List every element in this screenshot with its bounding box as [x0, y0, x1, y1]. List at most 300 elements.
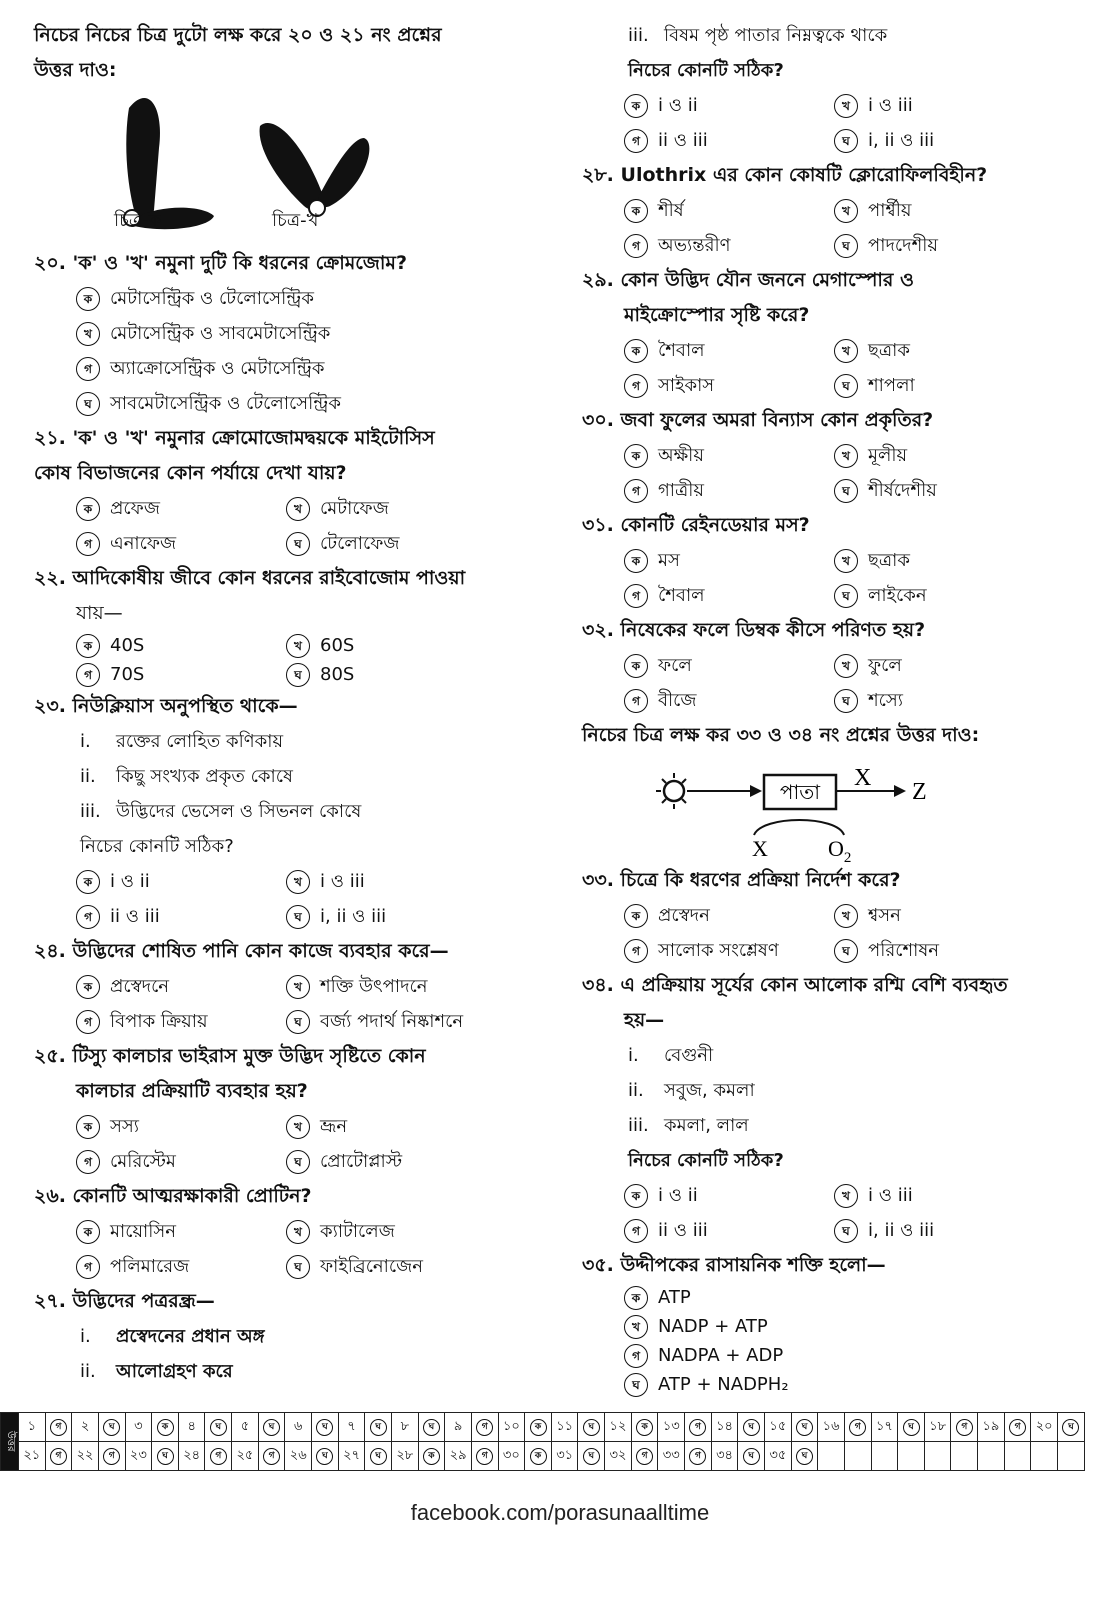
option-text: বর্জ্য পদার্থ নিষ্কাশনে: [320, 1011, 464, 1032]
option-text: পরিশোষন: [868, 940, 940, 961]
answer-key-answer: [1057, 1413, 1084, 1442]
answer-marker: ঘ: [1062, 1419, 1079, 1436]
option-marker: ঘ: [834, 584, 858, 608]
option-text: 60S: [320, 635, 355, 656]
answer-key-answer: [1057, 1442, 1084, 1471]
answer-key-row: [1, 1413, 1085, 1442]
statement: [582, 1038, 1082, 1073]
option-text: গাত্রীয়: [658, 480, 704, 501]
answer-key-number: [924, 1442, 951, 1471]
question-29-options: [582, 333, 1082, 403]
option-text: ii ও iii: [658, 130, 708, 151]
option-text: ATP: [658, 1287, 691, 1308]
answer-key-number: ১৭: [871, 1413, 898, 1442]
option-text: সস্য: [110, 1116, 140, 1137]
option[interactable]: [76, 1249, 286, 1284]
answer-key-number: ২৩: [125, 1442, 152, 1471]
option-marker: গ: [624, 234, 648, 258]
option-marker: গ: [76, 1255, 100, 1279]
option[interactable]: [624, 228, 834, 263]
option-marker: ঘ: [624, 1373, 648, 1397]
answer-marker: গ: [689, 1448, 706, 1465]
option[interactable]: [286, 491, 496, 526]
statement: [582, 18, 1082, 53]
statement-numeral: i.: [80, 1326, 91, 1347]
option-marker: খ: [286, 870, 310, 894]
answer-key-number: ২৮: [392, 1442, 419, 1471]
answer-key-answer: [685, 1442, 712, 1471]
footer-url: facebook.com/porasunaalltime: [410, 1500, 710, 1525]
question-25-line-2: কালচার প্রক্রিয়াটি ব্যবহার হয়?: [76, 1080, 308, 1102]
question-32: ৩২. নিষেকের ফলে ডিম্বক কীসে পরিণত হয়?: [582, 619, 926, 641]
option[interactable]: [834, 683, 1044, 718]
sun-icon: [656, 773, 692, 809]
intro-33-34: নিচের চিত্র লক্ষ কর ৩৩ ও ৩৪ নং প্রশ্নের উত্তর দাও:: [582, 724, 980, 746]
answer-key-number: ২৫: [232, 1442, 259, 1471]
option-marker: খ: [286, 1115, 310, 1139]
question-20-options: [34, 281, 539, 421]
option[interactable]: [76, 660, 286, 689]
answer-marker: ঘ: [316, 1448, 333, 1465]
option[interactable]: [76, 386, 539, 421]
option[interactable]: [76, 969, 286, 1004]
o2-letter: O: [828, 836, 844, 861]
which-correct: নিচের কোনটি সঠিক?: [628, 1150, 784, 1171]
option-text: শৈবাল: [658, 585, 705, 606]
option-text: শীর্ষদেশীয়: [868, 480, 937, 501]
diagram-x-top: X: [854, 765, 872, 791]
answer-key-answer: [152, 1442, 179, 1471]
option[interactable]: [624, 1341, 1082, 1370]
option[interactable]: [76, 899, 286, 934]
option-marker: গ: [624, 129, 648, 153]
left-column: [34, 18, 539, 1389]
answer-key-answer: [738, 1413, 765, 1442]
option[interactable]: [624, 193, 834, 228]
option-text: পার্শ্বীয়: [868, 200, 912, 221]
option-marker: গ: [624, 1219, 648, 1243]
question-25-options: [34, 1109, 539, 1179]
option-text: পলিমারেজ: [110, 1256, 190, 1277]
option-text: বীজে: [658, 690, 697, 711]
option[interactable]: [624, 438, 834, 473]
answer-key-number: ১২: [605, 1413, 632, 1442]
answer-key-body: [1, 1413, 1085, 1471]
option-text: টেলোফেজ: [320, 533, 400, 554]
option-text: শক্তি উৎপাদনে: [320, 976, 428, 997]
option[interactable]: [624, 683, 834, 718]
option-marker: ঘ: [834, 689, 858, 713]
statement-text: রক্তের লোহিত কণিকায়: [116, 731, 284, 752]
option-text: মেটাফেজ: [320, 498, 389, 519]
answer-key-number: ৮: [392, 1413, 419, 1442]
option-marker: খ: [834, 654, 858, 678]
option-marker: খ: [834, 1184, 858, 1208]
option-text: অভ্যন্তরীণ: [658, 235, 731, 256]
option[interactable]: [624, 1312, 1082, 1341]
answer-marker: ঘ: [583, 1419, 600, 1436]
answer-marker: ঘ: [743, 1419, 760, 1436]
option[interactable]: [76, 631, 286, 660]
option-marker: ঘ: [286, 663, 310, 687]
question-33: ৩৩. চিত্রে কি ধরণের প্রক্রিয়া নির্দেশ করে?: [582, 869, 901, 891]
answer-key-answer: [951, 1413, 978, 1442]
option-marker: ক: [624, 654, 648, 678]
photosynthesis-diagram: [582, 753, 1082, 863]
option[interactable]: [286, 1249, 496, 1284]
statement-text: বিষম পৃষ্ঠ পাতার নিম্নত্বকে থাকে: [664, 25, 888, 46]
answer-key-number: ২১: [19, 1442, 46, 1471]
answer-marker: গ: [956, 1419, 973, 1436]
question-32-options: [582, 648, 1082, 718]
option[interactable]: [834, 473, 1044, 508]
option[interactable]: [834, 1213, 1044, 1248]
option-text: NADPA + ADP: [658, 1345, 784, 1366]
option[interactable]: [286, 1144, 496, 1179]
option-marker: ঘ: [834, 234, 858, 258]
diagram-o2: [828, 836, 851, 863]
question-20: ২০. 'ক' ও 'খ' নমুনা দুটি কি ধরনের ক্রোমজোম?: [34, 252, 407, 274]
option[interactable]: [834, 933, 1044, 968]
question-28: ২৮. Ulothrix এর কোন কোষটি ক্লোরোফিলবিহীন?: [582, 164, 988, 186]
option[interactable]: [834, 88, 1044, 123]
statement-numeral: i.: [80, 731, 91, 752]
answer-key-answer: [258, 1413, 285, 1442]
answer-marker: গ: [636, 1448, 653, 1465]
option-text: মস: [658, 550, 680, 571]
answer-key-answer: [844, 1413, 871, 1442]
option-marker: ক: [624, 1286, 648, 1310]
option[interactable]: [834, 898, 1044, 933]
question-24-options: [34, 969, 539, 1039]
answer-marker: ঘ: [583, 1448, 600, 1465]
answer-key-answer: [45, 1442, 72, 1471]
option[interactable]: [76, 491, 286, 526]
option-text: মায়োসিন: [110, 1221, 177, 1242]
answer-marker: ক: [530, 1448, 547, 1465]
answer-key-number: [978, 1442, 1005, 1471]
option-marker: খ: [286, 1220, 310, 1244]
option[interactable]: [76, 864, 286, 899]
statement-text: আলোগ্রহণ করে: [116, 1361, 233, 1382]
option[interactable]: [834, 1178, 1044, 1213]
option-marker: খ: [834, 94, 858, 118]
question-34-options: [582, 1178, 1082, 1248]
statement-text: প্রস্বেদনের প্রধান অঙ্গ: [116, 1326, 265, 1347]
answer-key-number: ৩৫: [765, 1442, 792, 1471]
option-text: শ্বসন: [868, 905, 901, 926]
option-marker: গ: [76, 1150, 100, 1174]
statement: [34, 794, 539, 829]
option-text: 80S: [320, 664, 355, 685]
right-column: [582, 18, 1082, 1399]
option[interactable]: [76, 1109, 286, 1144]
option-marker: ক: [624, 1184, 648, 1208]
option-text: লাইকেন: [868, 585, 927, 606]
option[interactable]: [76, 316, 539, 351]
question-27-options: [582, 88, 1082, 158]
intro-line-1: নিচের নিচের চিত্র দুটো লক্ষ করে ২০ ও ২১ নং প্রশ্নের: [34, 24, 442, 46]
option-text: ATP + NADPH₂: [658, 1374, 789, 1395]
answer-key-number: [871, 1442, 898, 1471]
answer-key-answer: [312, 1442, 339, 1471]
answer-marker: ঘ: [423, 1419, 440, 1436]
option[interactable]: [834, 578, 1044, 613]
answer-key-answer: [525, 1442, 552, 1471]
answer-key-side-label: উত্তর: [1, 1413, 19, 1471]
answer-key-answer: [685, 1413, 712, 1442]
answer-key-number: ১৯: [978, 1413, 1005, 1442]
option-marker: গ: [624, 584, 648, 608]
option-text: শস্যে: [868, 690, 903, 711]
option-text: মূলীয়: [868, 445, 908, 466]
option-text: ক্যাটালেজ: [320, 1221, 395, 1242]
answer-key-answer: [471, 1442, 498, 1471]
answer-key-number: ২: [72, 1413, 99, 1442]
option[interactable]: [624, 933, 834, 968]
option-text: মেটাসেন্ট্রিক ও টেলোসেন্ট্রিক: [110, 288, 314, 309]
option[interactable]: [76, 281, 539, 316]
answer-key-answer: [365, 1442, 392, 1471]
option-text: ii ও iii: [110, 906, 160, 927]
option[interactable]: [624, 1213, 834, 1248]
option-marker: গ: [76, 532, 100, 556]
question-21-line-1: ২১. 'ক' ও 'খ' নমুনার ক্রোমোজোমদ্বয়কে মাইটোসিস: [34, 427, 435, 449]
answer-key-number: ৩৩: [658, 1442, 685, 1471]
option[interactable]: [624, 368, 834, 403]
answer-key-answer: [1004, 1413, 1031, 1442]
answer-key-number: ১৮: [924, 1413, 951, 1442]
option-text: শৈবাল: [658, 340, 705, 361]
option[interactable]: [286, 631, 496, 660]
answer-key-number: ২৯: [445, 1442, 472, 1471]
option-text: ভ্রূন: [320, 1116, 348, 1137]
answer-marker: ঘ: [796, 1419, 813, 1436]
answer-key-answer: [98, 1413, 125, 1442]
answer-marker: ঘ: [903, 1419, 920, 1436]
option[interactable]: [286, 1214, 496, 1249]
option-marker: খ: [624, 1315, 648, 1339]
question-30: ৩০. জবা ফুলের অমরা বিন্যাস কোন প্রকৃতির?: [582, 409, 934, 431]
answer-marker: ক: [636, 1419, 653, 1436]
answer-key-number: ১: [19, 1413, 46, 1442]
option[interactable]: [834, 648, 1044, 683]
answer-key-number: ৪: [178, 1413, 205, 1442]
option-text: i, ii ও iii: [868, 1220, 935, 1241]
question-26: ২৬. কোনটি আত্মরক্ষাকারী প্রোটিন?: [34, 1185, 312, 1207]
option-marker: ঘ: [834, 374, 858, 398]
option[interactable]: [76, 1144, 286, 1179]
answer-key-table: [0, 1412, 1085, 1471]
answer-key-number: ২০: [1031, 1413, 1058, 1442]
answer-key-answer: [152, 1413, 179, 1442]
answer-key-number: ১৪: [711, 1413, 738, 1442]
answer-key-number: ২৪: [178, 1442, 205, 1471]
option-marker: গ: [76, 357, 100, 381]
question-31: ৩১. কোনটি রেইনডেয়ার মস?: [582, 514, 810, 536]
answer-key-number: ৩৪: [711, 1442, 738, 1471]
option-marker: গ: [624, 1344, 648, 1368]
option-text: i, ii ও iii: [320, 906, 387, 927]
option-marker: ঘ: [76, 392, 100, 416]
question-31-options: [582, 543, 1082, 613]
option[interactable]: [76, 526, 286, 561]
question-35-options: [582, 1283, 1082, 1399]
answer-key-number: ৬: [285, 1413, 312, 1442]
question-23: ২৩. নিউক্লিয়াস অনুপস্থিত থাকে—: [34, 695, 298, 717]
option-text: প্রোটোপ্লাস্ট: [320, 1151, 403, 1172]
option-text: ছত্রাক: [868, 340, 910, 361]
option-marker: খ: [834, 904, 858, 928]
answer-key-number: ২৬: [285, 1442, 312, 1471]
option-text: প্রস্বেদন: [658, 905, 710, 926]
option-marker: ক: [76, 287, 100, 311]
answer-key-number: ৯: [445, 1413, 472, 1442]
answer-marker: গ: [50, 1448, 67, 1465]
option[interactable]: [624, 648, 834, 683]
question-21-line-2: কোষ বিভাজনের কোন পর্যায়ে দেখা যায়?: [34, 462, 347, 484]
option-text: সাবমেটাসেন্ট্রিক ও টেলোসেন্ট্রিক: [110, 393, 342, 414]
answer-key-number: ২৭: [338, 1442, 365, 1471]
answer-marker: ঘ: [370, 1448, 387, 1465]
answer-key-answer: [205, 1413, 232, 1442]
option[interactable]: [834, 438, 1044, 473]
statement: [582, 1073, 1082, 1108]
option[interactable]: [76, 351, 539, 386]
answer-marker: গ: [476, 1448, 493, 1465]
option[interactable]: [76, 1004, 286, 1039]
option-marker: ক: [624, 199, 648, 223]
statement-text: কিছু সংখ্যক প্রকৃত কোষে: [116, 766, 293, 787]
answer-marker: ঘ: [103, 1419, 120, 1436]
option[interactable]: [286, 660, 496, 689]
statement-numeral: i.: [628, 1045, 639, 1066]
option-text: ফলে: [658, 655, 692, 676]
statement: [34, 759, 539, 794]
option-marker: ঘ: [834, 129, 858, 153]
option-marker: ঘ: [286, 1150, 310, 1174]
option[interactable]: [834, 228, 1044, 263]
option[interactable]: [834, 368, 1044, 403]
option-text: i ও ii: [658, 95, 698, 116]
answer-marker: ঘ: [210, 1419, 227, 1436]
statement: [34, 1354, 539, 1389]
answer-key-answer: [418, 1442, 445, 1471]
option[interactable]: [624, 123, 834, 158]
option-marker: ক: [76, 975, 100, 999]
option[interactable]: [834, 333, 1044, 368]
statement-numeral: iii.: [628, 25, 649, 46]
option-marker: ক: [76, 634, 100, 658]
option[interactable]: [286, 1109, 496, 1144]
option[interactable]: [834, 123, 1044, 158]
which-correct: নিচের কোনটি সঠিক?: [628, 60, 784, 81]
option-text: শীর্ষ: [658, 200, 684, 221]
answer-key-answer: [365, 1413, 392, 1442]
answer-key-number: ১৫: [765, 1413, 792, 1442]
option[interactable]: [624, 473, 834, 508]
option[interactable]: [286, 899, 496, 934]
option[interactable]: [286, 864, 496, 899]
question-27: ২৭. উদ্ভিদের পত্ররন্ধ্র—: [34, 1290, 215, 1312]
question-30-options: [582, 438, 1082, 508]
option-marker: খ: [834, 199, 858, 223]
answer-key-answer: [205, 1442, 232, 1471]
answer-marker: গ: [50, 1419, 67, 1436]
option[interactable]: [286, 1004, 496, 1039]
option-text: i ও iii: [868, 1185, 913, 1206]
option[interactable]: [624, 543, 834, 578]
figure-label-ka: চিত্র-ক: [114, 210, 162, 231]
option[interactable]: [76, 1214, 286, 1249]
question-22-line-1: ২২. আদিকোষীয় জীবে কোন ধরনের রাইবোজোম পাওয়া: [34, 567, 466, 589]
option-text: i ও ii: [658, 1185, 698, 1206]
answer-key-answer: [45, 1413, 72, 1442]
answer-key-answer: [631, 1442, 658, 1471]
option-marker: খ: [834, 549, 858, 573]
option-marker: ঘ: [834, 479, 858, 503]
answer-key-number: ২২: [72, 1442, 99, 1471]
statement-text: কমলা, লাল: [664, 1115, 749, 1136]
option[interactable]: [286, 969, 496, 1004]
option-text: অ্যাক্রোসেন্ট্রিক ও মেটাসেন্ট্রিক: [110, 358, 325, 379]
option-marker: গ: [624, 374, 648, 398]
answer-marker: গ: [849, 1419, 866, 1436]
statement-text: উদ্ভিদের ভেসেল ও সিভনল কোষে: [116, 801, 362, 822]
answer-marker: ক: [423, 1448, 440, 1465]
option-marker: খ: [286, 634, 310, 658]
option-marker: ঘ: [286, 1010, 310, 1034]
option[interactable]: [624, 898, 834, 933]
answer-marker: গ: [476, 1419, 493, 1436]
option[interactable]: [624, 578, 834, 613]
answer-marker: গ: [1009, 1419, 1026, 1436]
option-text: সাইকাস: [658, 375, 715, 396]
option[interactable]: [624, 88, 834, 123]
question-22-line-2: যায়—: [76, 602, 123, 624]
answer-key-answer: [471, 1413, 498, 1442]
option[interactable]: [286, 526, 496, 561]
option-text: ii ও iii: [658, 1220, 708, 1241]
option-marker: ক: [76, 870, 100, 894]
option-marker: খ: [834, 339, 858, 363]
option-marker: ক: [624, 94, 648, 118]
option[interactable]: [624, 1178, 834, 1213]
answer-marker: ক: [157, 1419, 174, 1436]
intro-line-2: উত্তর দাও:: [34, 59, 117, 81]
option-marker: ক: [624, 339, 648, 363]
question-35: ৩৫. উদ্দীপকের রাসায়নিক শক্তি হলো—: [582, 1254, 886, 1276]
answer-key-number: ৩২: [605, 1442, 632, 1471]
statement: [582, 1108, 1082, 1143]
option[interactable]: [834, 543, 1044, 578]
option-text: 70S: [110, 664, 145, 685]
option[interactable]: [624, 1283, 1082, 1312]
option-marker: খ: [286, 975, 310, 999]
option[interactable]: [624, 1370, 1082, 1399]
answer-key-number: ৩: [125, 1413, 152, 1442]
option[interactable]: [624, 333, 834, 368]
statement-numeral: iii.: [80, 801, 101, 822]
option[interactable]: [834, 193, 1044, 228]
figure-label-kha: চিত্র-খ: [272, 210, 319, 231]
option-marker: খ: [286, 497, 310, 521]
option-marker: ক: [76, 497, 100, 521]
o2-subscript: 2: [843, 850, 852, 863]
answer-key-number: ৫: [232, 1413, 259, 1442]
statement-numeral: ii.: [80, 1361, 96, 1382]
answer-marker: ঘ: [370, 1419, 387, 1436]
